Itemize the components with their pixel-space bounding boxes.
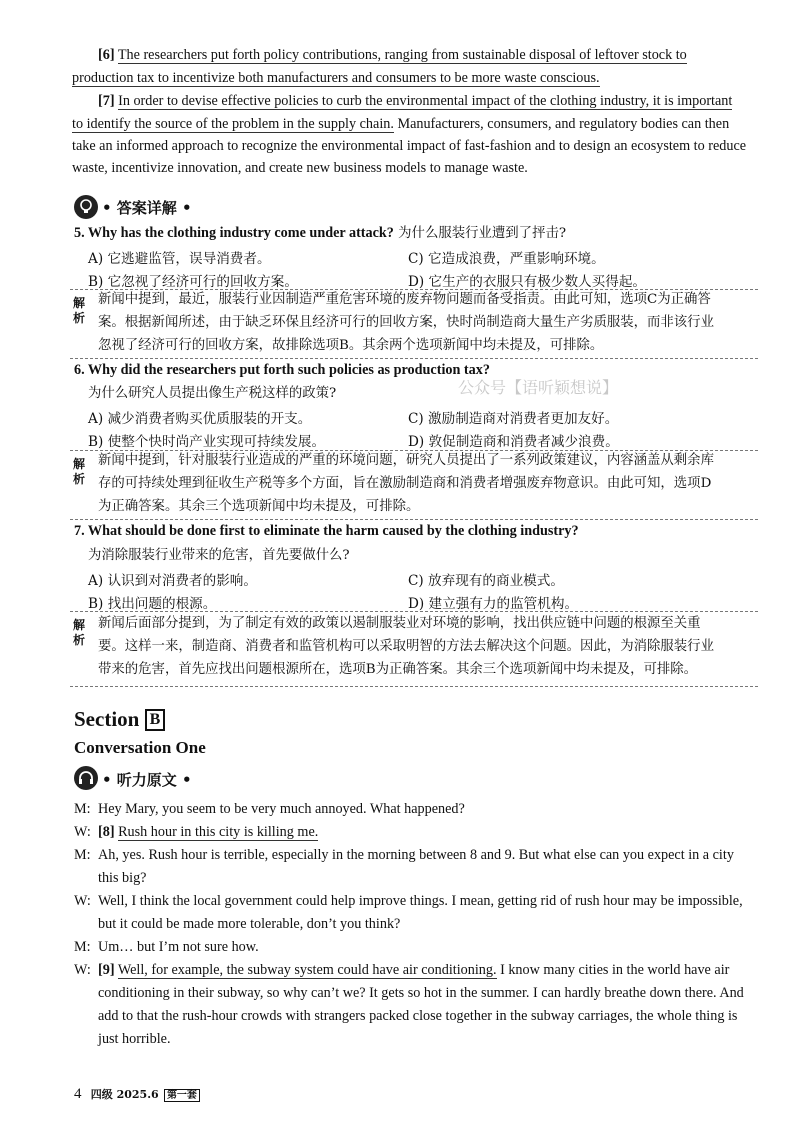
explanation-text: [98, 449, 758, 518]
underlined-sentence: Well, for example, the subway system could have air conditioning.: [117, 962, 497, 978]
explanation-label: 解析: [73, 618, 86, 647]
option-d: D) 敦促制造商和消费者减少浪费。: [408, 434, 619, 450]
section-letter-badge: B: [145, 709, 166, 731]
text-line: 新闻中提到，针对服装行业造成的严重的环境问题，研究人员提出了一系列政策建议，内容涵盖从剩余库: [98, 453, 714, 468]
dialogue-line: just horrible.: [98, 1031, 171, 1047]
section-title: [74, 707, 165, 732]
text: Manufacturers, consumers, and regulatory bodies can then: [393, 116, 730, 132]
explanation-label: 解析: [73, 457, 86, 486]
explanation-label: 解析: [73, 296, 86, 325]
paragraph-7-line-1: [98, 90, 732, 112]
conversation-title: Conversation One: [74, 738, 206, 757]
dialogue-line: add to that the rush-hour crowds with strangers packed close together in the subway carriages, the whole thing is: [98, 1008, 738, 1024]
question-translation: 为什么服装行业遭到了抨击?: [393, 226, 567, 241]
speaker-w: W:: [74, 962, 91, 978]
text-line: 要。这样一来，制造商、消费者和监管机构可以采取明智的方法去解决这个问题。因此，为消除服装行业: [98, 639, 714, 654]
text-line: 存的可持续处理到征收生产税等多个方面，旨在激励制造商和消费者增强废弃物意识。由此可知，选项D: [98, 476, 712, 491]
dialogue-line: [98, 824, 318, 841]
option-a: A) 认识到对消费者的影响。: [88, 573, 257, 589]
paragraph-6-line-2: [72, 67, 600, 89]
underlined-sentence: The researchers put forth policy contributions, ranging from sustainable disposal of leftover stock to: [117, 47, 687, 63]
page-footer: [74, 1086, 200, 1103]
option-b: B) 找出问题的根源。: [88, 596, 217, 612]
option-c: C) 激励制造商对消费者更加友好。: [408, 411, 619, 427]
lightbulb-icon: [74, 195, 98, 219]
underlined-sentence: production tax to incentivize both manufacturers and consumers to be more waste conscious.: [72, 70, 600, 86]
option-d: D) 它生产的衣服只有极少数人买得起。: [408, 274, 647, 290]
paragraph-number: [6]: [98, 47, 115, 63]
paragraph-7-line-4: waste, incentivize innovation, and create new business models to manage waste.: [72, 160, 528, 176]
dialogue-line: this big?: [98, 870, 147, 886]
speaker-m: M:: [74, 847, 91, 863]
dialogue-line: [98, 962, 729, 979]
paragraph-7-line-3: take an informed approach to recognize the environmental impact of fast-fashion and to design an ecosystem to reduce: [72, 138, 747, 154]
explanation-text: [98, 612, 758, 681]
text-line: 新闻中提到，最近，服装行业因制造严重危害环境的废弃物问题而备受指责。由此可知，选项C为正确答: [98, 292, 711, 307]
question-7-stem: 7. What should be done first to eliminate the harm caused by the clothing industry?: [74, 523, 579, 539]
dialogue-line: Ah, yes. Rush hour is terrible, especially in the morning between 8 and 9. But what else can you expect in a city: [98, 847, 734, 863]
text-line: 带来的危害，首先应找出问题根源所在，选项B为正确答案。其余三个选项新闻中均未提及，可排除。: [98, 662, 698, 677]
question-5-stem: [74, 222, 566, 245]
series-label: 四级 2025.6: [90, 1088, 159, 1101]
question-marker: [8]: [98, 824, 115, 840]
text: I know many cities in the world have air: [496, 962, 730, 978]
question-6-translation: 为什么研究人员提出像生产税这样的政策?: [88, 386, 337, 401]
question-7-translation: 为消除服装行业带来的危害，首先要做什么?: [88, 548, 350, 563]
paragraph-7-line-2: [72, 113, 729, 135]
underlined-sentence: In order to devise effective policies to curb the environmental impact of the clothing industry, it is important: [118, 93, 733, 109]
explanation-text: [98, 288, 758, 357]
option-a: A) 它逃避监管，误导消费者。: [88, 251, 271, 267]
question-text: 5. Why has the clothing industry come under attack?: [74, 225, 394, 241]
answers-heading: • 答案详解 •: [102, 199, 192, 217]
section-word: Section: [74, 707, 140, 731]
text-line: 新闻后面部分提到，为了制定有效的政策以遏制服装业对环境的影响，找出供应链中问题的根源至关重: [98, 616, 701, 631]
text-line: 忽视了经济可行的回收方案，故排除选项B。其余两个选项新闻中均未提及，可排除。: [98, 338, 604, 353]
headphones-icon: [74, 766, 98, 790]
text-line: 案。根据新闻所述，由于缺乏环保且经济可行的回收方案，快时尚制造商大量生产劣质服装，而非该行业: [98, 315, 714, 330]
watermark: 公众号【语听颖想说】: [458, 378, 619, 397]
option-c: C) 放弃现有的商业模式。: [408, 573, 564, 589]
option-c: C) 它造成浪费，严重影响环境。: [408, 251, 605, 267]
option-b: B) 它忽视了经济可行的回收方案。: [88, 274, 298, 290]
text-line: 为正确答案。其余三个选项新闻中均未提及，可排除。: [98, 499, 420, 514]
question-marker: [9]: [98, 962, 115, 978]
speaker-m: M:: [74, 939, 91, 955]
dialogue-line: Hey Mary, you seem to be very much annoyed. What happened?: [98, 801, 465, 817]
dialogue-line: Well, I think the local government could help improve things. I mean, getting rid of rush hour may be impossible,: [98, 893, 743, 909]
underlined-sentence: Rush hour in this city is killing me.: [118, 824, 319, 840]
option-d: D) 建立强有力的监管机构。: [408, 596, 579, 612]
speaker-m: M:: [74, 801, 91, 817]
option-b: B) 使整个快时尚产业实现可持续发展。: [88, 434, 326, 450]
dialogue-line: but it could be made more tolerable, don’t you think?: [98, 916, 401, 932]
dialogue-line: conditioning in their subway, so why can’t we? It gets so hot in the summer. I can hardly breathe down there. And: [98, 985, 744, 1001]
dialogue-line: Um… but I’m not sure how.: [98, 939, 259, 955]
paragraph-number: [7]: [98, 93, 115, 109]
transcript-heading: • 听力原文 •: [102, 771, 192, 789]
set-label: 第一套: [164, 1089, 200, 1102]
paragraph-6-line-1: [98, 44, 687, 66]
option-a: A) 减少消费者购买优质服装的开支。: [88, 411, 312, 427]
underlined-sentence: to identify the source of the problem in the supply chain.: [72, 116, 394, 132]
question-6-stem: 6. Why did the researchers put forth such policies as production tax?: [74, 362, 490, 378]
page-number: 4: [74, 1086, 82, 1102]
speaker-w: W:: [74, 893, 91, 909]
speaker-w: W:: [74, 824, 91, 840]
